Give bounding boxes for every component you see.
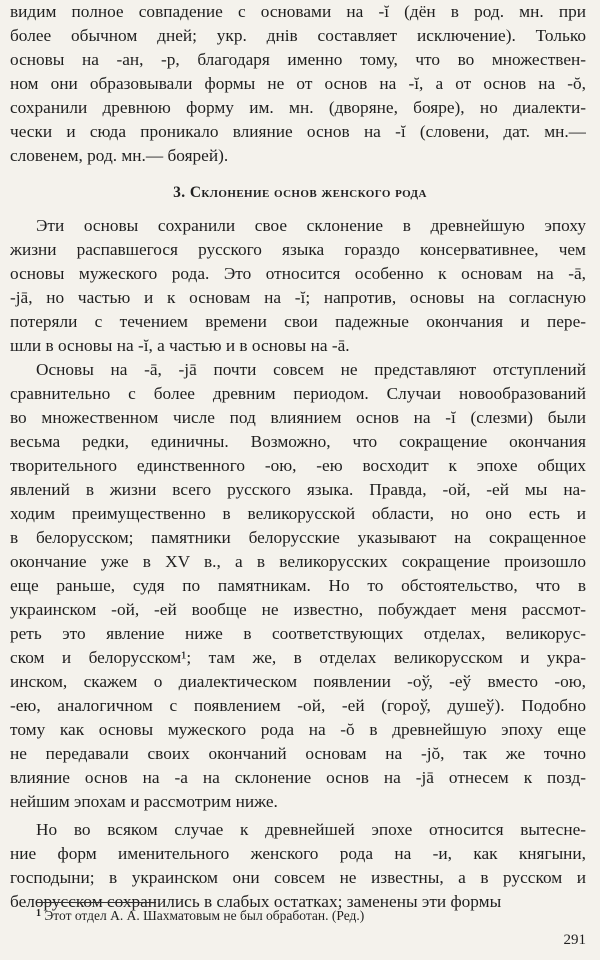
paragraph-3-line: белорусском сохранились в слабых остатках; заменены эти формы [10, 892, 502, 911]
paragraph-2-line: окончание уже в XV в., а в великорусских сокращение произошло [10, 552, 586, 571]
intro-paragraph-line: сохранили древнюю форму им. мн. (дворяне, бояре), но диалекти- [10, 98, 586, 117]
paragraph-2-line: Основы на -ā, -jā почти совсем не представляют отступлений [36, 360, 586, 379]
paragraph-2-line: нейшим эпохам и рассмотрим ниже. [10, 792, 278, 811]
paragraph-2-line: ходим преимущественно в великорусской области, но оно есть и [10, 504, 586, 523]
intro-paragraph-line: видим полное совпадение с основами на -ĭ (дён в род. мн. при [10, 2, 586, 21]
paragraph-3-line: Но во всяком случае к древнейшей эпохе относится вытесне- [36, 820, 586, 839]
paragraph-2-line: во множественном числе под влиянием основ на -ĭ (слезми) были [10, 408, 586, 427]
paragraph-2-line: явлений в жизни всего русского языка. Правда, -ой, -ей мы на- [10, 480, 586, 499]
paragraph-1-line: -jā, но частью и к основам на -ĭ; напротив, основы на согласную [10, 288, 586, 307]
paragraph-2-line: еще раньше, судя по памятникам. Но то обстоятельство, что в [10, 576, 586, 595]
intro-paragraph-line: чески и сюда проникало влияние основ на -ĭ (словени, дат. мн.— [10, 122, 586, 141]
paragraph-2-line: весьма редки, единичны. Возможно, что сокращение окончания [10, 432, 586, 451]
footnote-rule [36, 902, 156, 903]
paragraph-2-line: ском и белорусском¹; там же, в отделах великорусском и укра- [10, 648, 586, 667]
paragraph-2-line: -ею, аналогичном с появлением -ой, -ей (гороў, душеў). Подобно [10, 696, 586, 715]
paragraph-3-line: господыни; в украинском они совсем не известны, а в русском и [10, 868, 586, 887]
paragraph-2-line: украинском -ой, -ей вообще не известно, побуждает меня рассмот- [10, 600, 586, 619]
paragraph-2-line: творительного единственного -ою, -ею восходит к эпохе общих [10, 456, 586, 475]
intro-paragraph-line: ном они образовывали формы не от основ на -ĭ, а от основ на -ŏ, [10, 74, 586, 93]
paragraph-2-line: тому как основы мужеского рода на -ŏ в древнейшую эпоху еще [10, 720, 586, 739]
paragraph-2-line: не передавали своих окончаний основам на -jŏ, так же точно [10, 744, 586, 763]
intro-paragraph-line: словенем, род. мн.— боярей). [10, 146, 229, 165]
paragraph-1-line: потеряли с течением времени свои падежные окончания и пере- [10, 312, 586, 331]
footnote-text: Этот отдел А. А. Шахматовым не был обработан. (Ред.) [44, 908, 365, 923]
paragraph-2-line: реть это явление ниже в соответствующих отделах, великорус- [10, 624, 586, 643]
footnote [36, 904, 364, 926]
paragraph-1-line: жизни распавшегося русского языка гораздо консервативнее, чем [10, 240, 586, 259]
paragraph-2-line: влияние основ на -а на склонение основ на -jā отнесем к позд- [10, 768, 586, 787]
page-number: 291 [563, 932, 586, 948]
paragraph-2-line: инском, скажем о диалектическом появлении -оў, -еў вместо -ою, [10, 672, 586, 691]
intro-paragraph-line: более обычном дней; укр. днів составляет исключение). Только [10, 26, 586, 45]
footnote-marker: 1 [36, 908, 41, 919]
paragraph-1-line: Эти основы сохранили свое склонение в древнейшую эпоху [36, 216, 586, 235]
paragraph-1-line: шли в основы на -ĭ, а частью и в основы на -ā. [10, 336, 350, 355]
paragraph-2-line: в белорусском; памятники белорусские указывают на сокращенное [10, 528, 586, 547]
section-title: 3. Склонение основ женского рода [173, 184, 427, 201]
intro-paragraph-line: основы на -ан, -р, благодаря именно тому, что во множествен- [10, 50, 586, 69]
paragraph-1-line: основы мужеского рода. Это относится особенно к основам на -ā, [10, 264, 586, 283]
paragraph-3-line: ние форм именительного женского рода на -и, как княгыни, [10, 844, 586, 863]
paragraph-2-line: сравнительно с более древним периодом. Случаи новообразований [10, 384, 586, 403]
